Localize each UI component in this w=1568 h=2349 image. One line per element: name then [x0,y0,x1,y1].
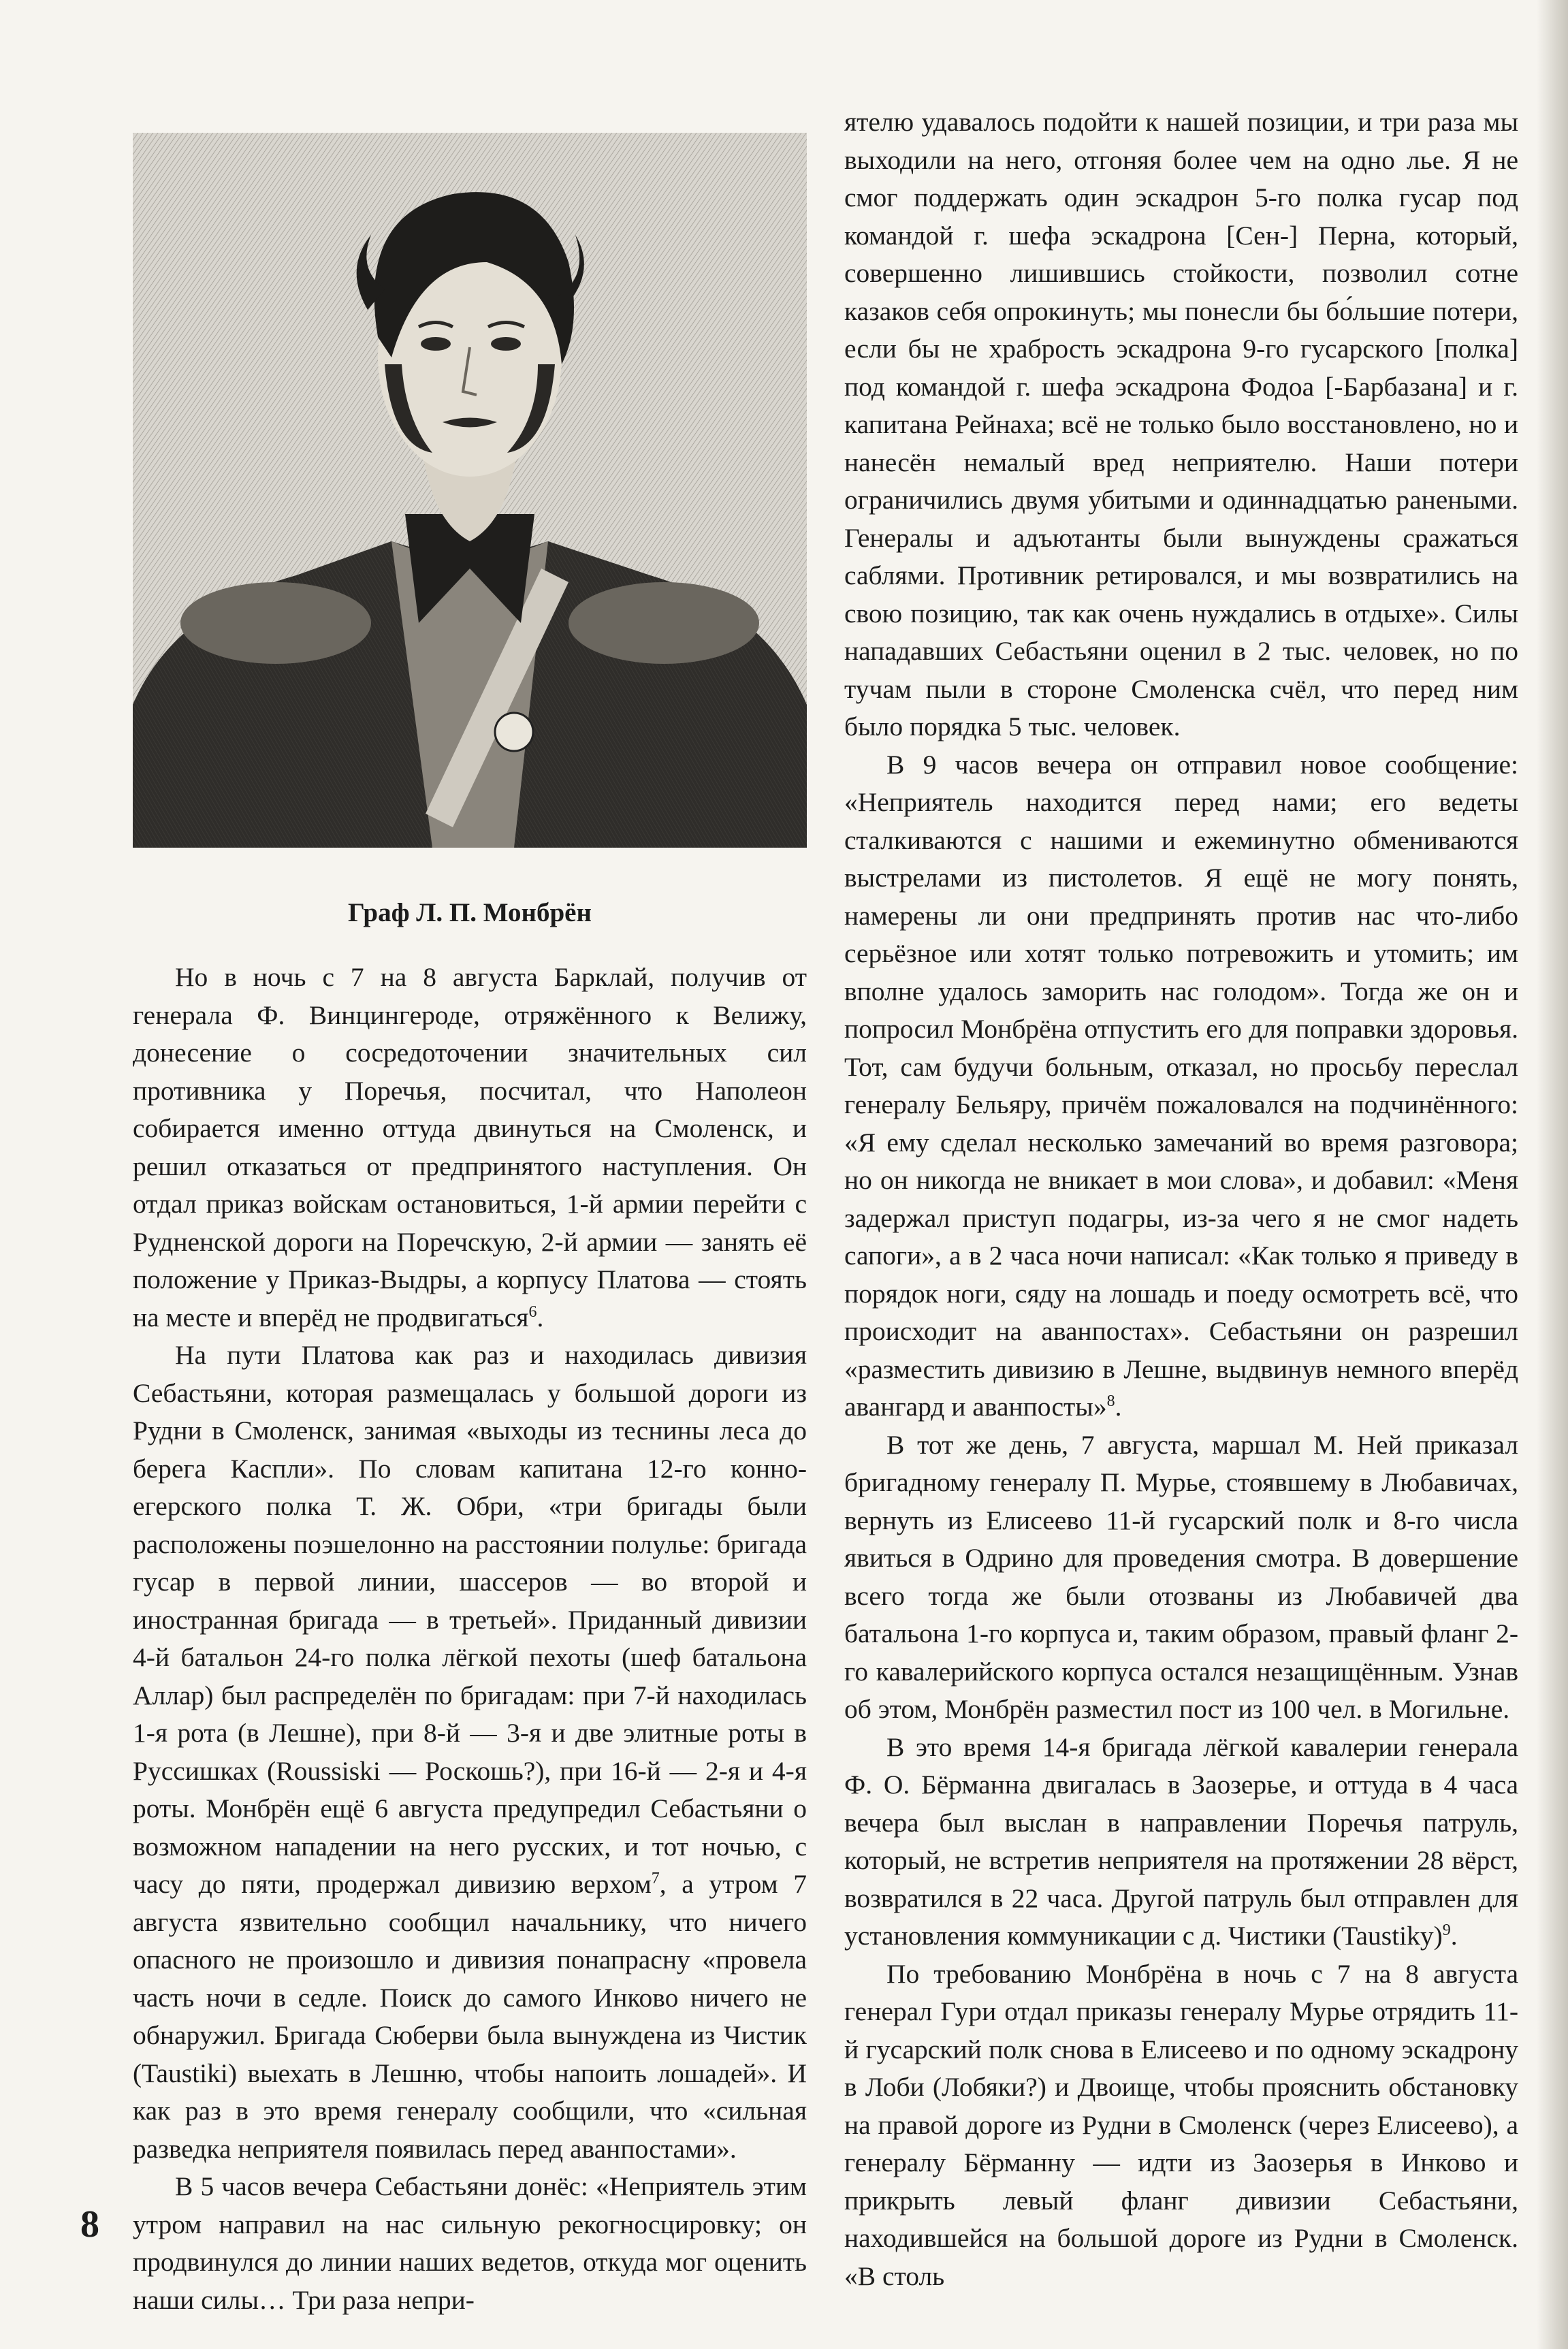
right-column-paragraph: По требованию Монбрёна в ночь с 7 на 8 августа генерал Гури отдал приказы генералу Мурье отрядить 11-й гусарский полк снова в Елисеево и по одному эскадрону в Лоби (Лобяки?) и Двоище, чтобы прояснить обстановку на правой дороге из Рудни в Смоленск (через Елисеево), а генералу Бёрманну — идти из Заозерья в Инково и прикрыть левый фланг дивизии Себастьяни, находившейся на большой дороге из Рудни в Смоленск. «В столь [844,1958,1518,2291]
left-column [133,102,807,2319]
right-column [844,103,1518,2295]
page-number: 8 [80,2203,99,2246]
left-column-paragraph: Но в ночь с 7 на 8 августа Барклай, получив от генерала Ф. Винцингероде, отряжённого к Велижу, донесение о сосредоточении значительных сил противника у Поречья, посчитал, что Наполеон собирается именно оттуда двинуться на Смоленск, и решил отказаться от предпринятого наступления. Он отдал приказ войскам остановиться, 1-й армии перейти с Рудненской дороги на Поречскую, 2-й армии — занять её положение у Приказ-Выдры, а корпусу Платова — стоять на месте и вперёд не продвигаться$^6$. [133,962,807,1332]
portrait-illustration [133,133,807,848]
right-column-text [844,103,1518,2295]
footnote-ref: 6 [528,1303,537,1321]
right-column-paragraph: ятелю удавалось подойти к нашей позиции, и три раза мы выходили на него, отгоняя более чем на одно лье. Я не смог поддержать один эскадрон 5-го полка гусар под командой г. шефа эскадрона [Сен-] Перна, который, совершенно лишившись стойкости, позволил сотне казаков себя опрокинуть; мы понесли бы бо́льшие потери, если бы не храбрость эскадрона 9-го гусарского [полка] под командой г. шефа эскадрона Фодоа [-Барбазана] и г. капитана Рейнаха; всё не только было восстановлено, но и нанесён немалый вред неприятелю. Наши потери ограничились двумя убитыми и одиннадцатью ранеными. Генералы и адъютанты были вынуждены сражаться саблями. Противник ретировался, и мы возвратились на свою позицию, так как очень нуждались в отдыхе». Силы нападавших Себастьяни оценил в 2 тыс. человек, но по тучам пыли в стороне Смоленска счёл, что перед ним было порядка 5 тыс. человек. [844,107,1518,741]
footnote-ref: 7 [651,1869,660,1887]
right-column-paragraph: В тот же день, 7 августа, маршал М. Ней приказал бригадному генералу П. Мурье, стоявшему в Любавичах, вернуть из Елисеево 11-й гусарский полк и 8-го числа явиться в Одрино для проведения смотра. В довершение всего тогда же были отозваны из Любавичей два батальона 1-го корпуса и, таким образом, правый фланг 2-го кавалерийского корпуса остался незащищённым. Узнав об этом, Монбрён разместил пост из 100 чел. в Могильне. [844,1429,1518,1724]
left-column-text [133,959,807,2319]
right-column-paragraph: В это время 14-я бригада лёгкой кавалерии генерала Ф. О. Бёрманна двигалась в Заозерье, и оттуда в 4 часа вечера был выслан в направлении Поречья патруль, который, не встретив неприятеля на протяжении 28 вёрст, возвратился в 22 часа. Другой патруль был отправлен для установления коммуникации с д. Чистики (Taustiky)$^9$. [844,1731,1518,1951]
footnote-ref: 8 [1106,1392,1115,1410]
portrait-engraving [133,133,807,848]
footnote-ref: 9 [1442,1921,1451,1939]
portrait-caption: Граф Л. П. Монбрён [348,898,592,927]
left-column-paragraph: На пути Платова как раз и находилась дивизия Себастьяни, которая размещалась у большой дороги из Рудни в Смоленск, занимая «выходы из теснины леса до берега Каспли». По словам капитана 12-го конно-егерского полка Т. Ж. Обри, «три бригады были расположены поэшелонно на расстоянии полулье: бригада гусар в первой линии, шассеров — во второй и иностранная бригада — в третьей». Приданный дивизии 4-й батальон 24-го полка лёгкой пехоты (шеф батальона Аллар) был распределён по бригадам: при 7-й находилась 1-я рота (в Лешне), при 8-й — 3-я и две элитные роты в Руссишках (Roussiski — Роскошь?), при 16-й — 2-я и 4-я роты. Монбрён ещё 6 августа предупредил Себастьяни о возможном нападении на него русских, и тот ночью, с часу до пяти, продержал дивизию верхом$^7$, а утром 7 августа язвительно сообщил начальнику, что ничего опасного не произошло и дивизия понапрасну «провела часть ночи в седле. Поиск до самого Инково ничего не обнаружил. Бригада Сюберви была вынуждена из Чистик (Taustiki) выехать в Лешню, чтобы напоить лошадей». И как раз в это время генералу сообщили, что «сильная разведка неприятеля появилась перед аванпостами». [133,1340,807,2164]
page-edge-shadow [1537,0,1568,2349]
right-column-paragraph: В 9 часов вечера он отправил новое сообщение: «Неприятель находится перед нами; его ведеты сталкиваются с нашими и ежеминутно обмениваются выстрелами из пистолетов. Я ещё не могу понять, намерены ли они предпринять против нас что-либо серьёзное или хотят только потревожить и утомить; им вполне удалось заморить нас голодом». Тогда же он и попросил Монбрёна отпустить его для поправки здоровья. Тот, сам будучи больным, отказал, но просьбу переслал генералу Бельяру, причём пожаловался на подчинённого: «Я ему сделал несколько замечаний во время разговора; но он никогда не вникает в мои слова», и добавил: «Меня задержал приступ подагры, из-за чего я не смог надеть сапоги», а в 2 часа ночи написал: «Как только я приведу в порядок ноги, сяду на лошадь и поеду осмотреть всё, что происходит на аванпостах». Себастьяни он разрешил «разместить дивизию в Лешне, выдвинув немного вперёд авангард и аванпосты»$^8$. [844,749,1518,1422]
left-column-paragraph: В 5 часов вечера Себастьяни донёс: «Неприятель этим утром направил на нас сильную рекогносцировку; он продвинулся до линии наших ведетов, откуда мог оценить наши силы… Три раза непри- [133,2171,807,2315]
